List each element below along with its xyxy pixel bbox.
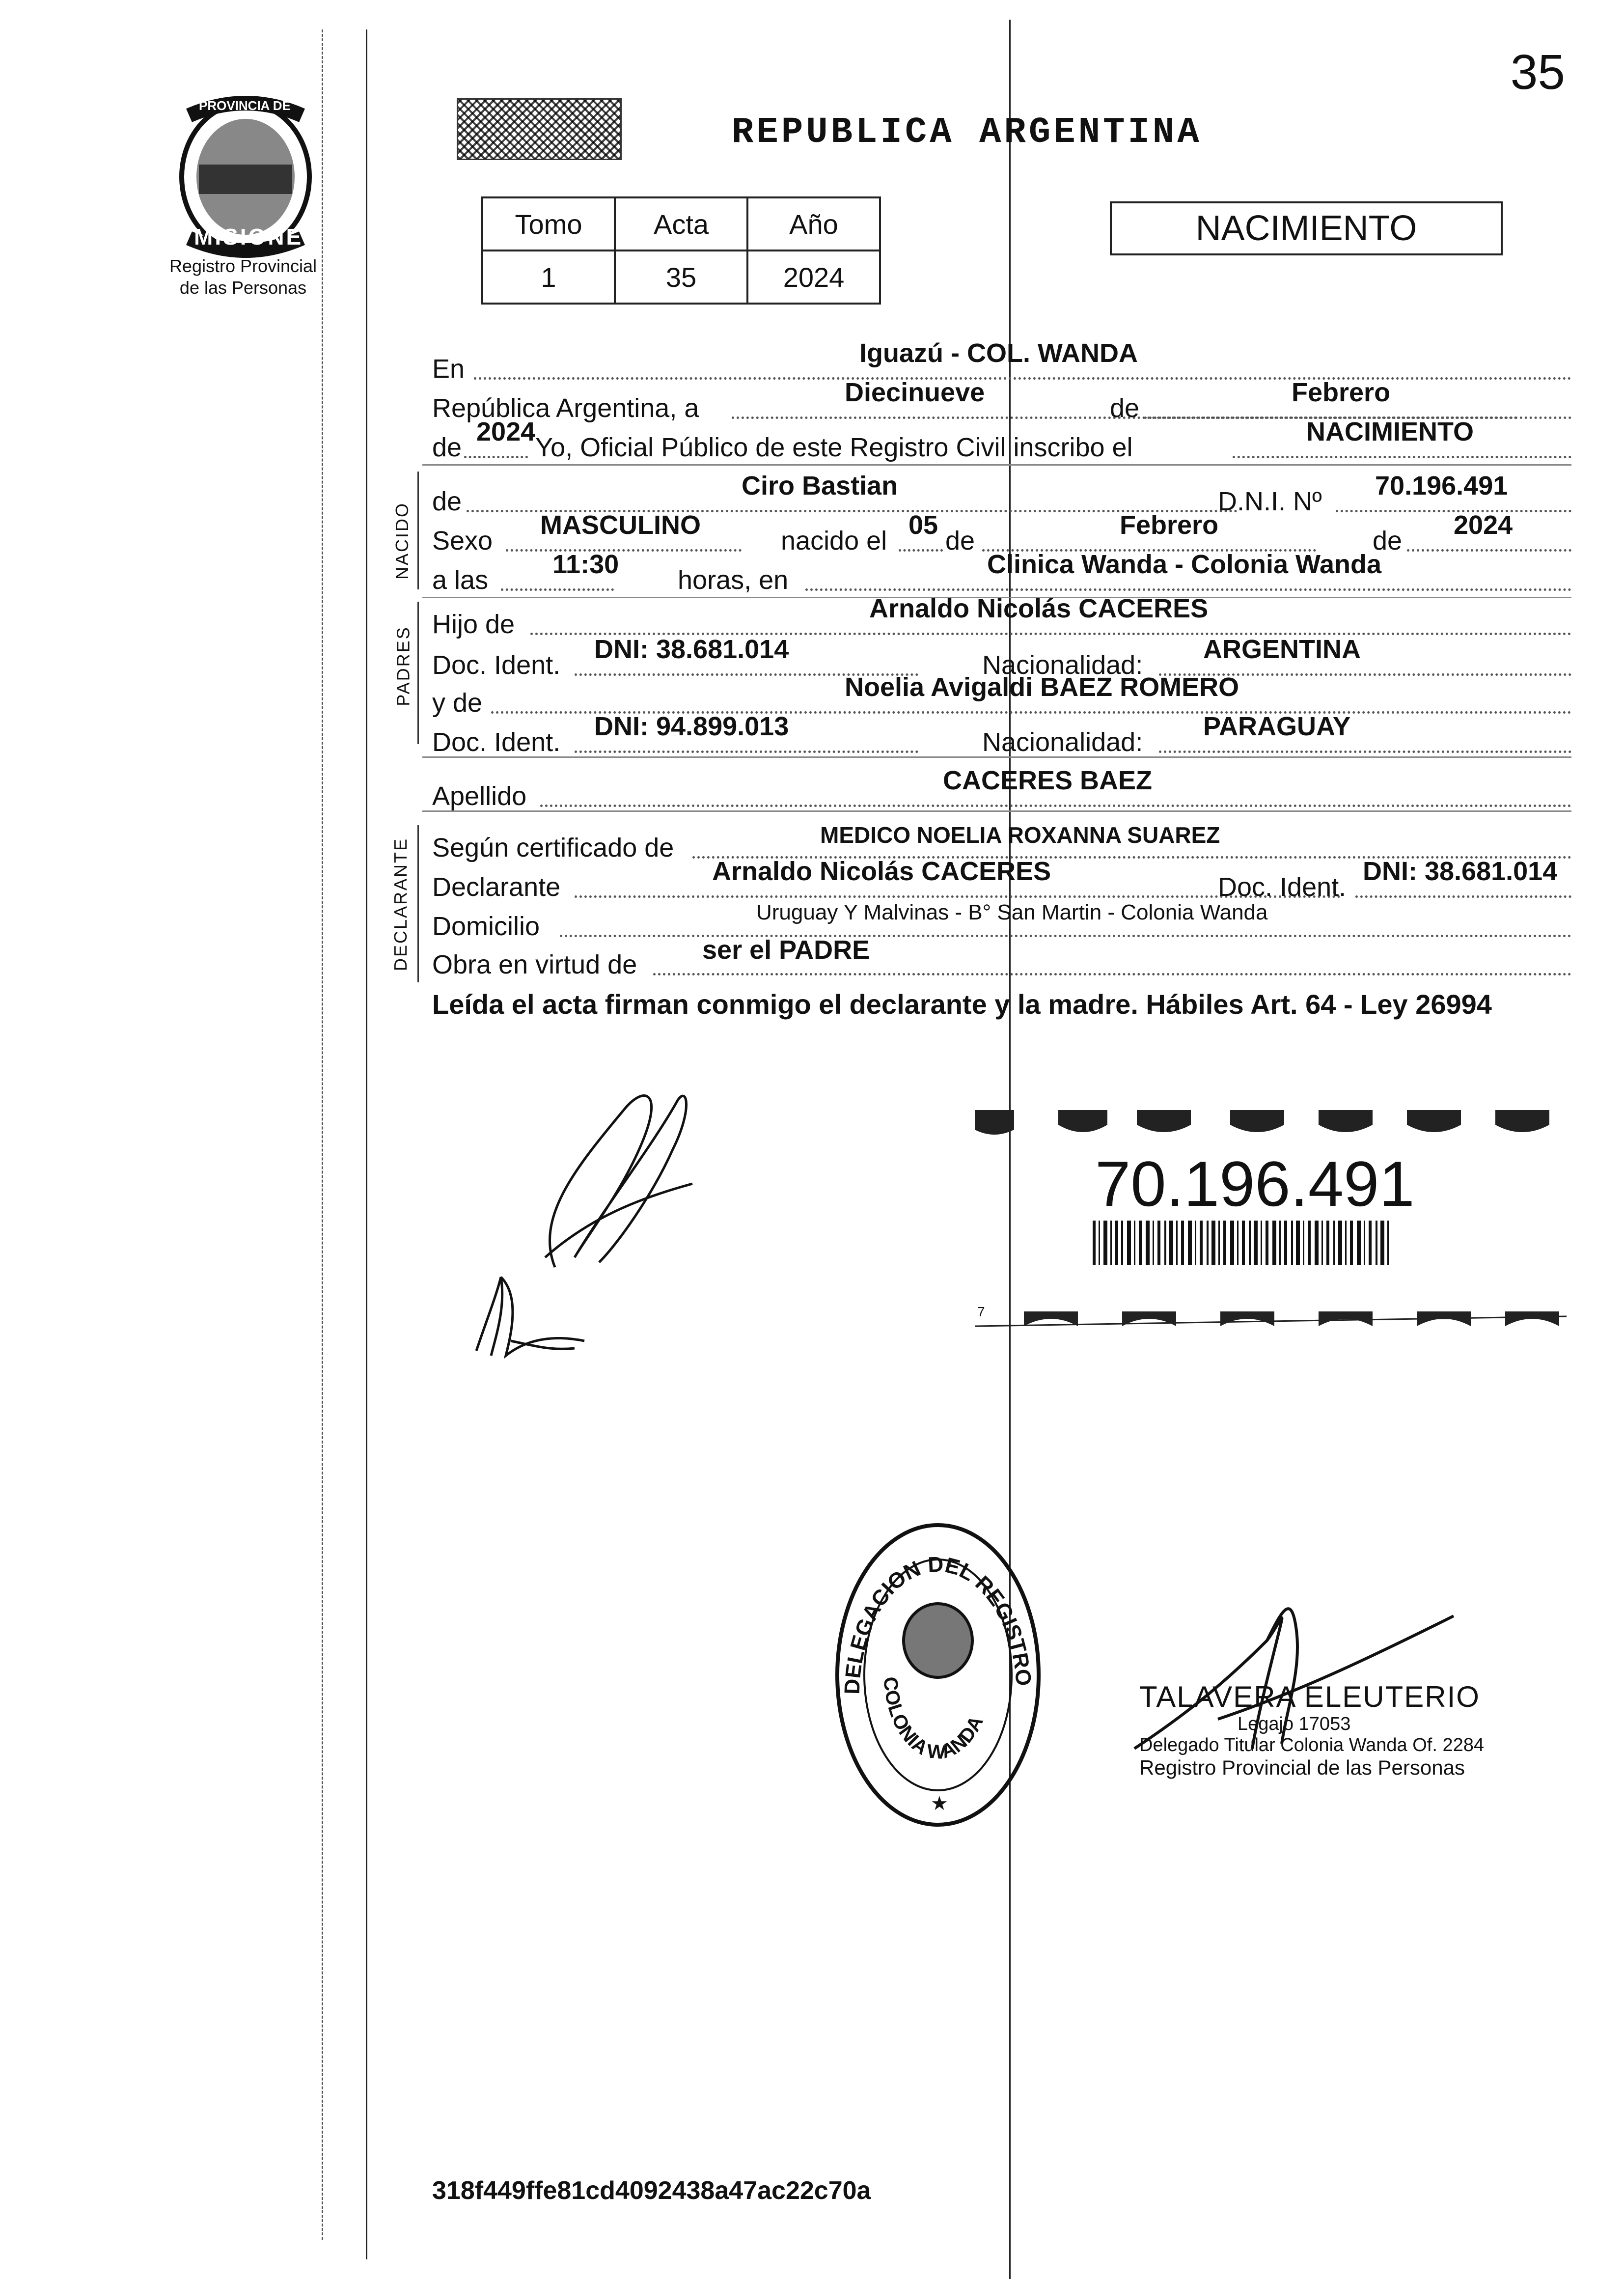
row-registration-date: República Argentina, a Diecinueve de Febrero (432, 378, 1571, 417)
father-doc-value: DNI: 38.681.014 (594, 635, 789, 664)
row-sex-birth: Sexo MASCULINO nacido el 05 de Febrero de 2024 (432, 511, 1571, 550)
reg-month-value: Febrero (1292, 378, 1391, 407)
father-nationality-value: ARGENTINA (1203, 635, 1361, 664)
separator (422, 810, 1571, 812)
dni-sticker (975, 1100, 1567, 1341)
child-name-value: Ciro Bastian (742, 471, 898, 501)
reg-year-value: 2024 (476, 417, 536, 446)
registry-header-tomo: Tomo (482, 197, 615, 250)
father-name-value: Arnaldo Nicolás CACERES (869, 594, 1209, 623)
sticker-small-mark: 7 (977, 1304, 985, 1319)
officer-org: Registro Provincial de las Personas (1139, 1756, 1465, 1779)
signature-2-icon (467, 1267, 594, 1365)
row-act-type: de 2024 Yo, Oficial Público de este Registro Civil inscribo el NACIMIENTO (432, 417, 1571, 457)
row-surname: Apellido CACERES BAEZ (432, 759, 1571, 798)
child-dni-value: 70.196.491 (1375, 471, 1508, 501)
certificate-value: MEDICO NOELIA ROXANNA SUAREZ (820, 822, 1220, 848)
row-certificate: Según certificado de MEDICO NOELIA ROXANNA SUAREZ (432, 813, 1571, 852)
address-value: Uruguay Y Malvinas - B° San Martin - Colonia Wanda (756, 900, 1268, 924)
birth-place-value: Clinica Wanda - Colonia Wanda (987, 550, 1382, 579)
row-mother-name: y de Noelia Avigaldi BAEZ ROMERO (432, 670, 1571, 710)
emblem-bottom-text: MISIONES (194, 224, 320, 250)
svg-text:★: ★ (931, 1793, 948, 1814)
row-birth-time-place: a las 11:30 horas, en Clinica Wanda - Colonia Wanda (432, 550, 1571, 589)
emblem-top-text: PROVINCIA DE (199, 98, 291, 113)
section-bar (417, 825, 419, 982)
mother-nationality-value: PARAGUAY (1203, 712, 1351, 741)
section-bar (417, 472, 419, 589)
separator (422, 464, 1571, 466)
declarant-value: Arnaldo Nicolás CACERES (712, 857, 1051, 886)
row-mother-doc: Doc. Ident. DNI: 94.899.013 Nacionalidad: PARAGUAY (432, 707, 1571, 747)
declarant-doc-value: DNI: 38.681.014 (1363, 857, 1558, 886)
left-margin-line-1 (322, 29, 323, 2240)
registry-table (481, 196, 881, 305)
document-hash: 318f449ffe81cd4092438a47ac22c70a (432, 2176, 871, 2205)
legal-text: Leída el acta firman conmigo el declarante y la madre. Hábiles Art. 64 - Ley 26994 (432, 989, 1492, 1020)
seal-inner-text: COLONIA WANDA (879, 1676, 988, 1764)
row-capacity: Obra en virtud de ser el PADRE (432, 931, 1571, 970)
document-type-box: NACIMIENTO (1110, 201, 1503, 255)
row-address: Domicilio Uruguay Y Malvinas - B° San Martin - Colonia Wanda (432, 891, 1571, 931)
mother-name-value: Noelia Avigaldi BAEZ ROMERO (845, 672, 1239, 702)
registry-value-tomo: 1 (482, 250, 615, 304)
row-child-name: de Ciro Bastian D.N.I. Nº 70.196.491 (432, 472, 1571, 511)
section-label-padres: PADRES (393, 626, 413, 706)
separator (422, 756, 1571, 758)
officer-role: Delegado Titular Colonia Wanda Of. 2284 (1139, 1735, 1485, 1755)
birth-year-value: 2024 (1454, 510, 1513, 540)
left-margin-line-2 (366, 29, 367, 2259)
reg-day-value: Diecinueve (845, 378, 985, 407)
birth-month-value: Febrero (1120, 510, 1219, 540)
birth-time-value: 11:30 (552, 550, 619, 579)
mother-doc-value: DNI: 94.899.013 (594, 712, 789, 741)
registry-header-ano: Año (747, 197, 880, 250)
country-title: REPUBLICA ARGENTINA (732, 112, 1202, 153)
row-declarant: Declarante Arnaldo Nicolás CACERES Doc. Ident. DNI: 38.681.014 (432, 852, 1571, 891)
svg-text:COLONIA WANDA (880, 1676, 988, 1763)
act-type-value: NACIMIENTO (1306, 417, 1474, 446)
officer-legajo: Legajo 17053 (1238, 1714, 1351, 1734)
delegation-seal-icon (830, 1518, 1046, 1832)
registry-header-acta: Acta (615, 197, 747, 250)
signature-1-icon (516, 1071, 712, 1297)
section-label-declarante: DECLARANTE (390, 837, 411, 972)
sticker-number: 70.196.491 (1095, 1148, 1415, 1220)
sex-value: MASCULINO (540, 510, 701, 540)
registry-value-acta: 35 (615, 250, 747, 304)
surname-value: CACERES BAEZ (943, 766, 1153, 795)
birth-day-value: 05 (908, 510, 938, 540)
row-father-name: Hijo de Arnaldo Nicolás CACERES (432, 589, 1571, 629)
section-bar (417, 602, 419, 744)
row-place: En Iguazú - COL. WANDA (432, 339, 1571, 378)
section-label-nacido: NACIDO (392, 501, 413, 580)
guilloche-pattern (457, 98, 622, 160)
issuer-name: Registro Provincial de las Personas (169, 256, 317, 298)
registry-value-ano: 2024 (747, 250, 880, 304)
row-father-doc: Doc. Ident. DNI: 38.681.014 Nacionalidad: ARGENTINA (432, 631, 1571, 670)
officer-name: TALAVERA ELEUTERIO (1139, 1680, 1480, 1713)
page-number: 35 (1510, 45, 1565, 100)
seal-outer-text: DELEGACION DEL REGISTRO (840, 1552, 1036, 1695)
officer-stamp (1139, 1680, 1552, 1780)
capacity-value: ser el PADRE (702, 935, 870, 965)
place-value: Iguazú - COL. WANDA (859, 338, 1138, 368)
